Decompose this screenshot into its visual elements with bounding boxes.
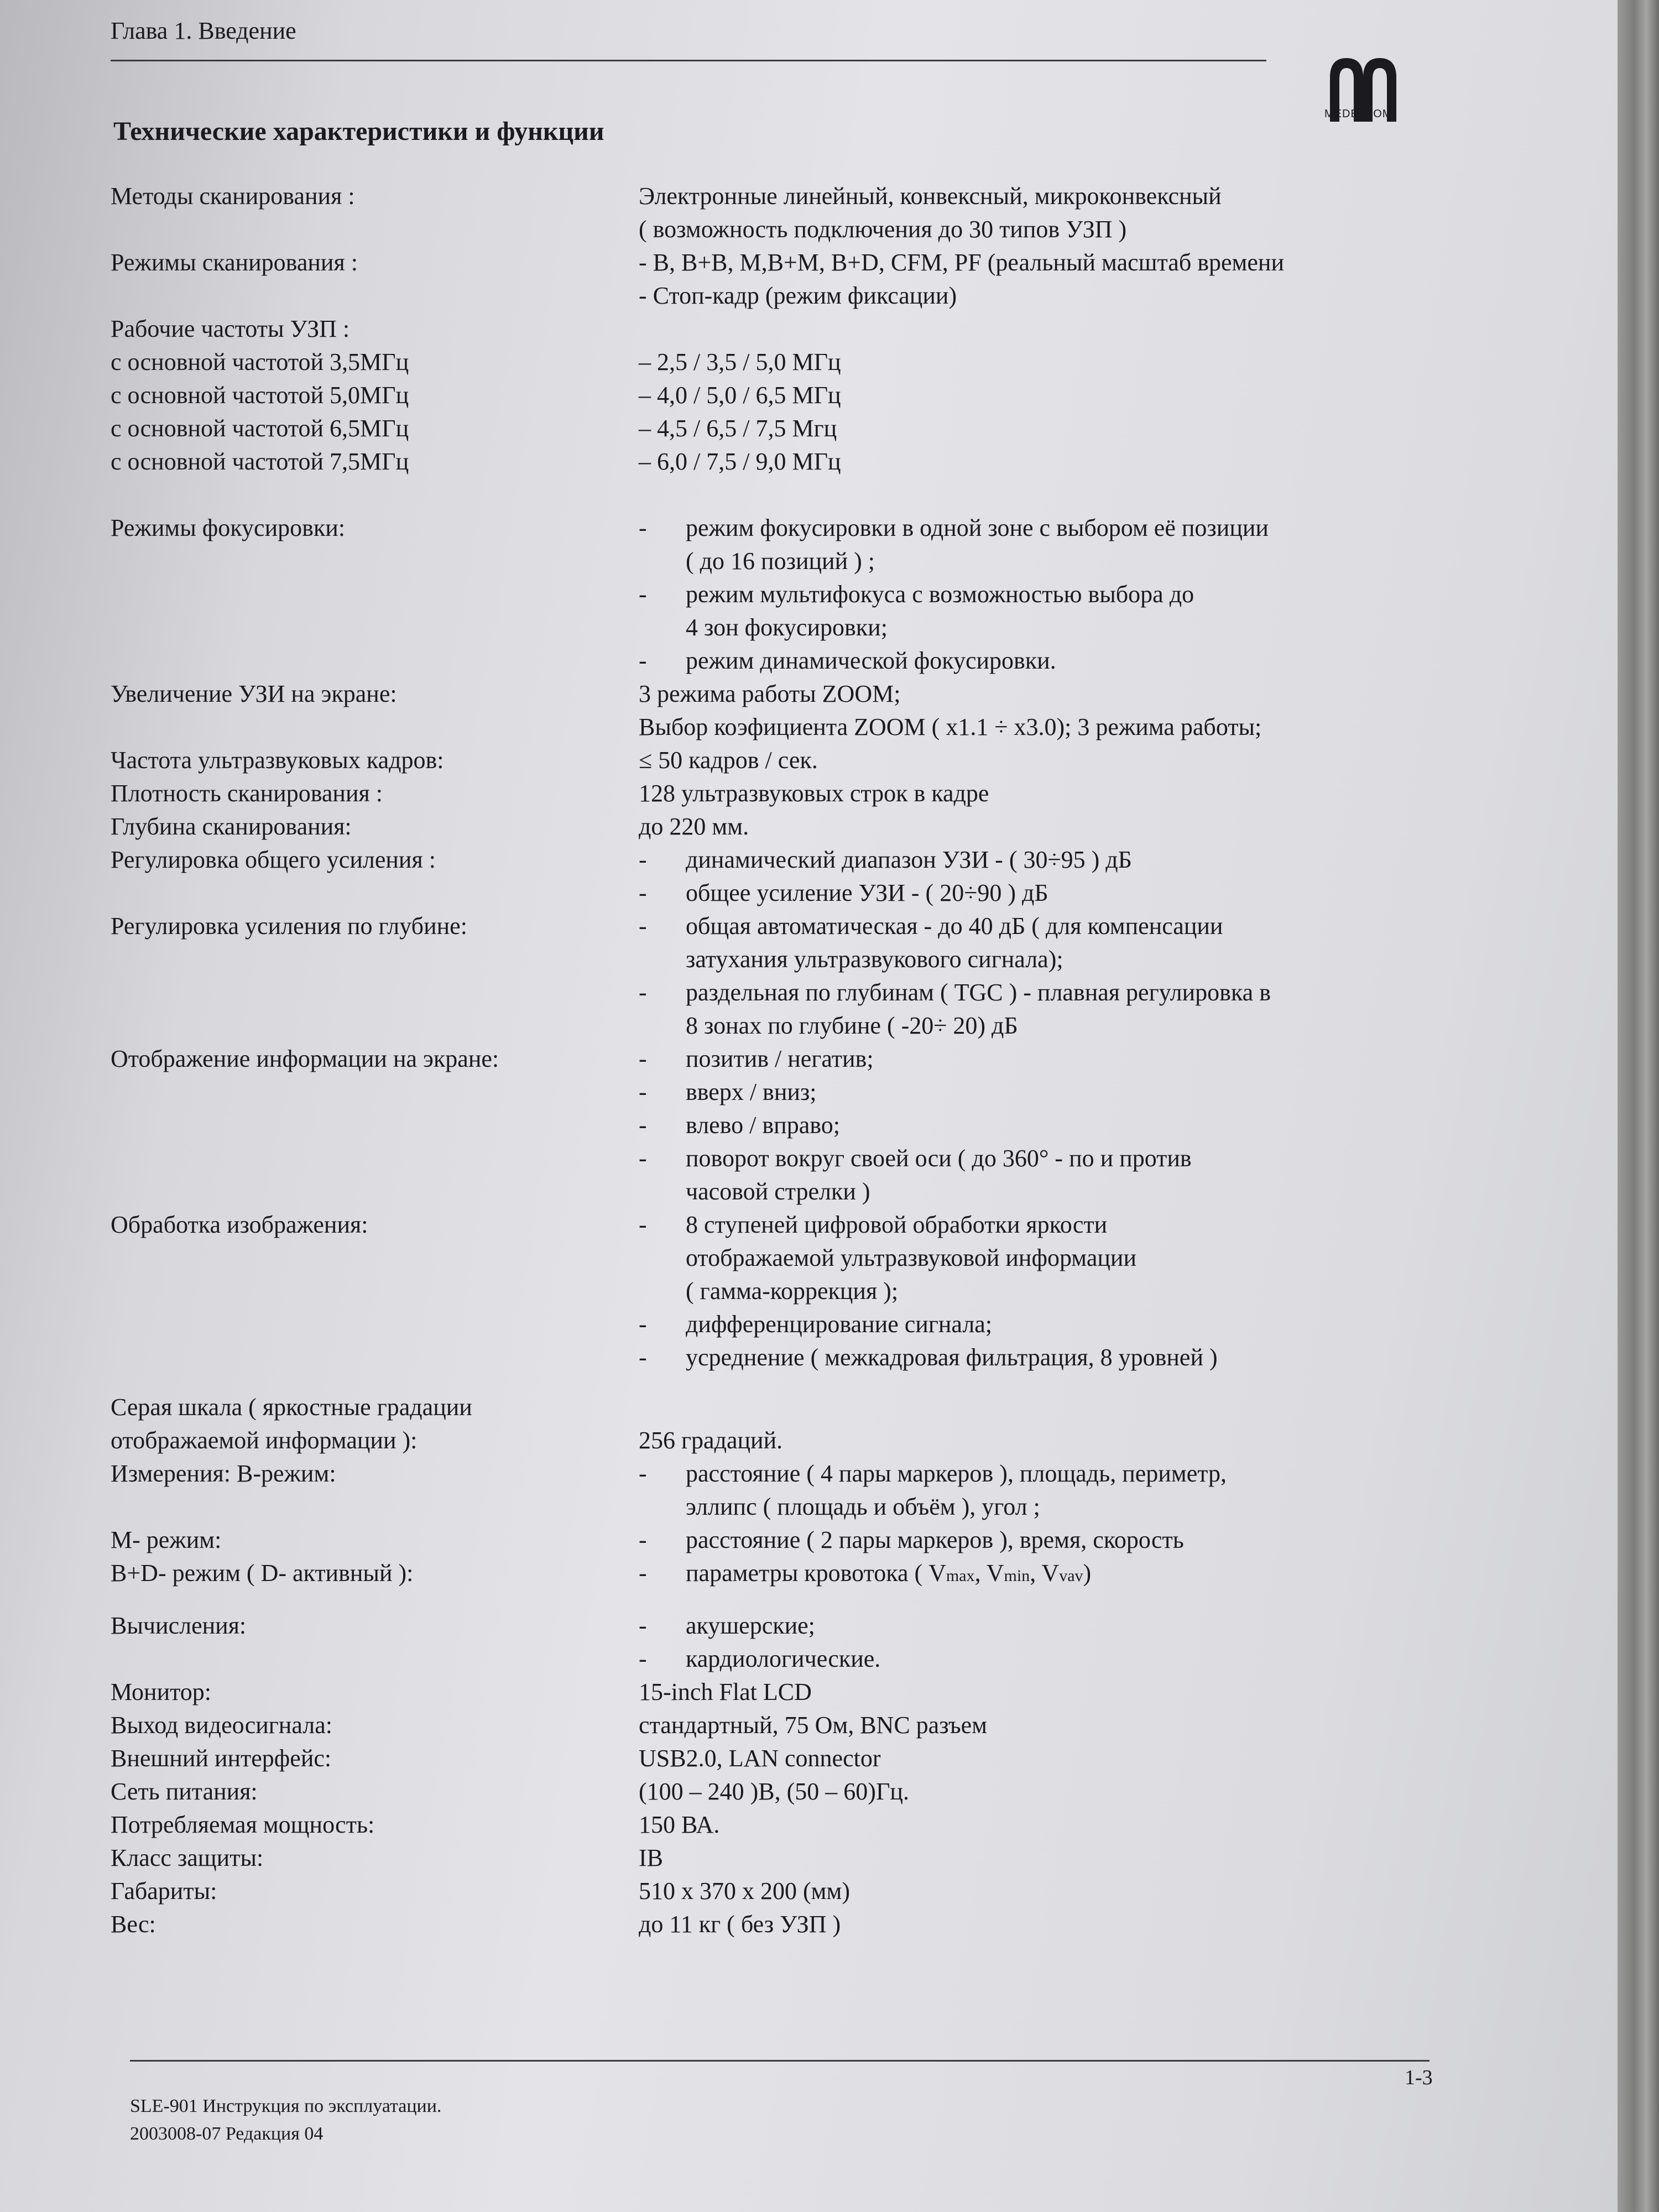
spec-label: Рабочие частоты УЗП : <box>111 315 350 342</box>
section-title: Технические характеристики и функции <box>113 117 604 146</box>
spec-label: Отображение информации на экране: <box>111 1045 499 1072</box>
bullet-dash: - <box>639 846 647 873</box>
spec-label: Вычисления: <box>111 1612 247 1639</box>
spec-value: режим динамической фокусировки. <box>686 647 1056 674</box>
spec-value: ( гамма-коррекция ); <box>686 1277 899 1305</box>
spec-label: Регулировка общего усиления : <box>111 846 436 873</box>
spec-value: (100 – 240 )В, (50 – 60)Гц. <box>639 1778 909 1805</box>
spec-value: ( возможность подключения до 30 типов УЗП ) <box>639 216 1127 243</box>
logo-text: MEDELKOM <box>1324 108 1392 120</box>
spec-value: динамический диапазон УЗИ - ( 30÷95 ) дБ <box>686 846 1132 873</box>
spec-label: с основной частотой 5,0МГц <box>111 382 409 409</box>
bullet-dash: - <box>639 1045 647 1072</box>
spec-value: 15-inch Flat LCD <box>639 1678 812 1705</box>
spec-label: Увеличение УЗИ на экране: <box>111 680 397 707</box>
spec-value: расстояние ( 4 пары маркеров ), площадь, периметр, <box>686 1460 1227 1487</box>
spec-label: Потребляемая мощность: <box>111 1811 375 1838</box>
bullet-dash: - <box>639 1145 647 1172</box>
header-divider <box>111 60 1266 61</box>
bullet-dash: - <box>639 514 647 541</box>
spec-value: эллипс ( площадь и объём ), угол ; <box>686 1493 1040 1520</box>
spec-row-interface <box>111 1742 1438 1775</box>
spec-value: раздельная по глубинам ( TGC ) - плавная регулировка в <box>686 979 1271 1006</box>
spec-value: – 4,0 / 5,0 / 6,5 МГц <box>639 382 841 409</box>
spec-value: позитив / негатив; <box>686 1045 874 1072</box>
bullet-dash: - <box>639 1078 647 1105</box>
spec-value: кардиологические. <box>686 1645 881 1672</box>
spec-value: – 6,0 / 7,5 / 9,0 МГц <box>639 448 841 475</box>
spec-label: Плотность сканирования : <box>111 780 383 807</box>
spec-row-depth-gain <box>111 910 1438 1042</box>
spec-value: USB2.0, LAN connector <box>639 1745 881 1772</box>
spec-row-freq-heading <box>111 312 1438 346</box>
spec-value: расстояние ( 2 пары маркеров ), время, скорость <box>686 1526 1184 1553</box>
spec-label: Методы сканирования : <box>111 182 355 210</box>
spec-value: стандартный, 75 Ом, BNC разъем <box>639 1712 987 1739</box>
spec-row-freq <box>111 445 1438 478</box>
spec-row-gain <box>111 843 1438 910</box>
bullet-dash: - <box>639 1612 647 1639</box>
bullet-dash: - <box>639 1112 647 1139</box>
spec-label: Режимы фокусировки: <box>111 514 346 541</box>
bullet-dash: - <box>639 1645 647 1672</box>
spec-row-display <box>111 1042 1438 1208</box>
spec-value: 8 ступеней цифровой обработки яркости <box>686 1211 1108 1238</box>
spec-row-measure-m <box>111 1524 1438 1557</box>
bullet-dash: - <box>639 879 647 906</box>
spec-value: общая автоматическая - до 40 дБ ( для компенсации <box>686 912 1223 940</box>
spec-value: Электронные линейный, конвексный, микроконвексный <box>639 182 1222 210</box>
spec-value: отображаемой ультразвуковой информации <box>686 1244 1137 1271</box>
spec-value: - B, B+B, M,B+M, B+D, CFM, PF (реальный масштаб времени <box>639 249 1284 276</box>
spec-row-gray-scale <box>111 1391 1438 1457</box>
spec-value: – 2,5 / 3,5 / 5,0 МГц <box>639 348 841 375</box>
bullet-dash: - <box>639 1559 647 1587</box>
bullet-dash: - <box>639 1460 647 1487</box>
spec-row-power <box>111 1775 1438 1808</box>
spec-value: дифференцирование сигнала; <box>686 1311 993 1338</box>
spec-value: 3 режима работы ZOOM; <box>639 680 901 707</box>
spec-label: М- режим: <box>111 1526 222 1553</box>
spec-label: Обработка изображения: <box>111 1211 368 1238</box>
spec-value: акушерские; <box>686 1612 815 1639</box>
spec-value: - Стоп-кадр (режим фиксации) <box>639 282 957 309</box>
spec-row-consumption <box>111 1808 1438 1841</box>
page-edge <box>1618 0 1659 2212</box>
bullet-dash: - <box>639 1344 647 1371</box>
spec-value: 4 зон фокусировки; <box>686 614 888 641</box>
spec-value: до 220 мм. <box>639 813 749 840</box>
bullet-dash: - <box>639 912 647 940</box>
spec-value: Выбор коэфициента ZOOM ( x1.1 ÷ x3.0); 3 режима работы; <box>639 713 1262 740</box>
spec-value: влево / вправо; <box>686 1112 840 1139</box>
spec-label: отображаемой информации ): <box>111 1427 418 1454</box>
spec-row-processing <box>111 1208 1438 1374</box>
spec-label: Режимы сканирования : <box>111 249 358 276</box>
bullet-dash: - <box>639 647 647 674</box>
spec-row-weight <box>111 1908 1438 1941</box>
spec-row-dimensions <box>111 1875 1438 1908</box>
spec-value: режим фокусировки в одной зоне с выбором её позиции <box>686 514 1269 541</box>
spec-row-scan-methods <box>111 180 1438 246</box>
bullet-dash: - <box>639 1311 647 1338</box>
spec-table <box>111 180 1438 1941</box>
spec-label: Регулировка усиления по глубине: <box>111 912 467 940</box>
chapter-header: Глава 1. Введение <box>111 17 296 44</box>
footer-manual-title: SLE-901 Инструкция по эксплуатации. <box>130 2096 442 2116</box>
spec-label: Сеть питания: <box>111 1778 258 1805</box>
footer-revision: 2003008-07 Редакция 04 <box>130 2124 324 2144</box>
spec-value: поворот вокруг своей оси ( до 360° - по и против <box>686 1145 1192 1172</box>
spec-label: с основной частотой 6,5МГц <box>111 415 409 442</box>
spec-label: Глубина сканирования: <box>111 813 352 840</box>
spec-value: – 4,5 / 6,5 / 7,5 Мгц <box>639 415 837 442</box>
bullet-dash: - <box>639 979 647 1006</box>
spec-label: Класс защиты: <box>111 1844 264 1871</box>
spec-value: IB <box>639 1844 663 1871</box>
spec-value: затухания ультразвукового сигнала); <box>686 946 1063 973</box>
bullet-dash: - <box>639 1211 647 1238</box>
spec-row-calc <box>111 1609 1438 1676</box>
spec-value: 8 зонах по глубине ( -20÷ 20) дБ <box>686 1012 1018 1039</box>
spec-row-scan-modes <box>111 246 1438 312</box>
spec-label: Серая шкала ( яркостные градации <box>111 1394 472 1421</box>
spec-value: 150 ВА. <box>639 1811 720 1838</box>
spec-row-monitor <box>111 1676 1438 1709</box>
spec-value: общее усиление УЗИ - ( 20÷90 ) дБ <box>686 879 1048 906</box>
spec-row-video <box>111 1709 1438 1742</box>
spec-value: режим мультифокуса с возможностью выбора до <box>686 581 1194 608</box>
spec-row-measure-b <box>111 1457 1438 1524</box>
spec-value: параметры кровотока ( Vmax, Vmin, Vvav) <box>686 1559 1092 1587</box>
spec-row-focus <box>111 512 1438 677</box>
spec-row-freq <box>111 412 1438 445</box>
spec-row-zoom <box>111 677 1438 744</box>
spec-row-freq <box>111 379 1438 412</box>
spec-value: ≤ 50 кадров / сек. <box>639 747 818 774</box>
page-number: 1-3 <box>1405 2066 1433 2089</box>
spec-value: 256 градаций. <box>639 1427 783 1454</box>
bullet-dash: - <box>639 581 647 608</box>
spec-row-frame-rate <box>111 744 1438 777</box>
footer-divider <box>130 2060 1430 2062</box>
spec-value: 510 x 370 x 200 (мм) <box>639 1877 850 1905</box>
spec-value: ( до 16 позиций ) ; <box>686 547 875 575</box>
spec-value: усреднение ( межкадровая фильтрация, 8 уровней ) <box>686 1344 1218 1371</box>
spec-value: вверх / вниз; <box>686 1078 817 1105</box>
spec-row-freq <box>111 346 1438 379</box>
spec-label: с основной частотой 3,5МГц <box>111 348 409 375</box>
spec-label: Монитор: <box>111 1678 211 1705</box>
spec-label: Вес: <box>111 1911 156 1938</box>
spec-label: Частота ультразвуковых кадров: <box>111 747 444 774</box>
spec-value: часовой стрелки ) <box>686 1178 870 1205</box>
spec-value: 128 ультразвуковых строк в кадре <box>639 780 989 807</box>
spec-value: до 11 кг ( без УЗП ) <box>639 1911 841 1938</box>
spec-label: Измерения: B-режим: <box>111 1460 336 1487</box>
spec-row-measure-bd <box>111 1557 1438 1593</box>
spec-label: Внешний интерфейс: <box>111 1745 332 1772</box>
spec-row-density <box>111 777 1438 810</box>
spec-label: с основной частотой 7,5МГц <box>111 448 409 475</box>
spec-row-depth <box>111 810 1438 843</box>
spec-label: B+D- режим ( D- активный ): <box>111 1559 414 1587</box>
spec-label: Выход видеосигнала: <box>111 1712 332 1739</box>
bullet-dash: - <box>639 1526 647 1553</box>
spec-label: Габариты: <box>111 1877 217 1905</box>
spec-row-protection-class <box>111 1841 1438 1875</box>
